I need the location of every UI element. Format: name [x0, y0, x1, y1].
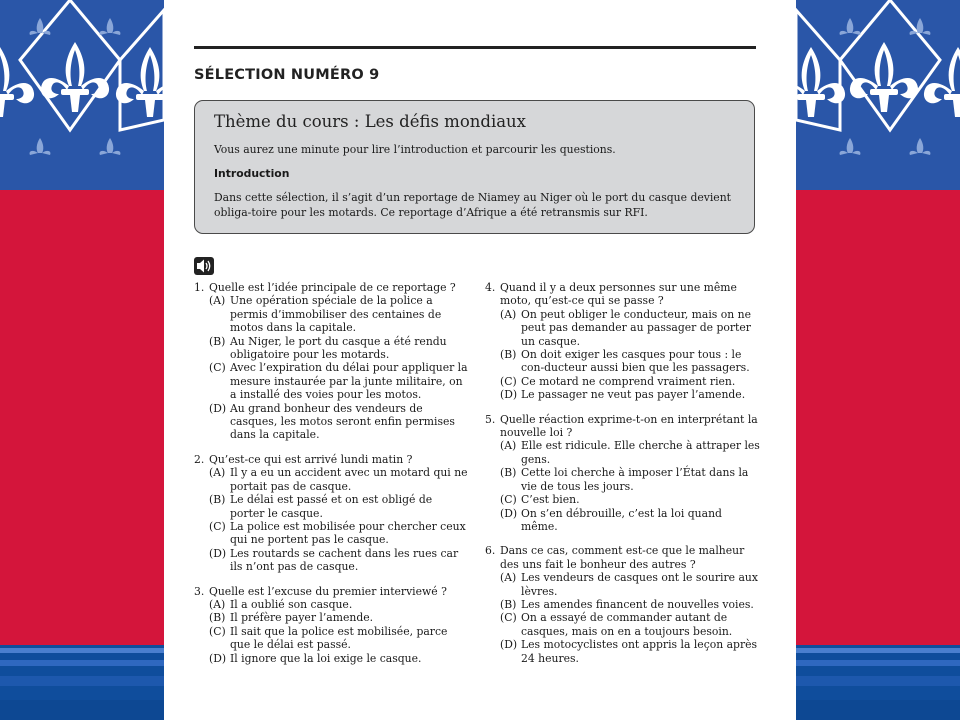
option-letter: (D) — [500, 388, 518, 402]
answer-option[interactable] — [194, 625, 469, 652]
answer-option[interactable] — [194, 335, 469, 362]
right-decor-panel — [796, 0, 960, 720]
option-text: Les vendeurs de casques ont le sourire aux lèvres. — [521, 571, 758, 598]
selection-title: SÉLECTION NUMÉRO 9 — [194, 67, 380, 83]
question-number: 3. — [194, 584, 205, 598]
answer-option[interactable] — [485, 375, 760, 388]
option-letter: (C) — [500, 374, 517, 388]
answer-option[interactable] — [194, 547, 469, 574]
question-number: 5. — [485, 412, 496, 426]
answer-option[interactable] — [485, 466, 760, 493]
option-letter: (C) — [209, 361, 226, 375]
option-text: On peut obliger le conducteur, mais on ne peut pas demander au passager de porter un casque. — [521, 307, 752, 348]
question-number: 1. — [194, 281, 205, 294]
answer-option[interactable] — [485, 638, 760, 665]
answer-option[interactable] — [194, 598, 469, 611]
option-text: Cette loi cherche à imposer l’État dans la vie de tous les jours. — [521, 466, 749, 493]
questions-column-right — [485, 281, 760, 676]
question-text: Quelle réaction exprime-t-on en interprétant la nouvelle loi ? — [500, 412, 758, 440]
question-text: Dans ce cas, comment est-ce que le malheur des uns fait le bonheur des autres ? — [500, 544, 745, 571]
answer-option[interactable] — [485, 348, 760, 375]
question-text: Qu’est-ce qui est arrivé lundi matin ? — [209, 452, 413, 466]
option-letter: (D) — [209, 546, 227, 560]
option-text: Les amendes financent de nouvelles voies. — [521, 597, 754, 611]
option-text: Une opération spéciale de la police a permis d’immobiliser des centaines de motos dans la capitale. — [230, 294, 442, 335]
speaker-icon[interactable] — [194, 257, 214, 275]
option-letter: (B) — [209, 493, 226, 507]
option-text: Au Niger, le port du casque a été rendu obligatoire pour les motards. — [230, 334, 447, 362]
option-text: La police est mobilisée pour chercher ceux qui ne portent pas le casque. — [230, 519, 466, 547]
intro-heading: Introduction — [214, 167, 290, 180]
option-text: Il ignore que la loi exige le casque. — [230, 651, 422, 665]
option-letter: (A) — [500, 439, 517, 453]
option-letter: (A) — [209, 597, 226, 611]
question-number: 6. — [485, 544, 496, 558]
option-text: Les motocyclistes ont appris la leçon après 24 heures. — [521, 638, 758, 665]
answer-option[interactable] — [485, 308, 760, 348]
question-text: Quand il y a deux personnes sur une même moto, qu’est-ce qui se passe ? — [500, 281, 737, 308]
option-letter: (D) — [500, 506, 518, 520]
left-decor-panel — [0, 0, 164, 720]
option-letter: (D) — [500, 638, 518, 652]
option-text: Ce motard ne comprend vraiment rien. — [521, 374, 736, 388]
fleur-de-lis-pattern — [796, 0, 960, 720]
answer-option[interactable] — [485, 507, 760, 534]
fleur-de-lis-icon — [796, 0, 960, 155]
answer-option[interactable] — [485, 388, 760, 401]
option-text: Il sait que la police est mobilisée, parce que le délai est passé. — [230, 624, 448, 652]
answer-option[interactable] — [485, 598, 760, 611]
option-text: On a essayé de commander autant de casques, mais on en a toujours besoin. — [521, 611, 733, 638]
option-text: On doit exiger les casques pour tous : le con-ducteur aussi bien que les passagers. — [521, 348, 750, 375]
top-rule — [194, 46, 756, 49]
question-5 — [485, 413, 760, 534]
answer-option[interactable] — [194, 520, 469, 547]
option-text: Il y a eu un accident avec un motard qui ne portait pas de casque. — [230, 466, 468, 493]
option-letter: (A) — [209, 466, 226, 480]
exam-page — [164, 0, 796, 720]
answer-option[interactable] — [485, 571, 760, 598]
option-letter: (B) — [500, 348, 517, 362]
question-2 — [194, 453, 469, 574]
option-text: Elle est ridicule. Elle cherche à attraper les gens. — [521, 439, 760, 466]
option-text: Avec l’expiration du délai pour appliquer la mesure instaurée par la junte militaire, on a installé des voies pour les motos. — [230, 361, 468, 402]
option-text: Il préfère payer l’amende. — [230, 611, 374, 625]
option-text: Il a oublié son casque. — [230, 597, 353, 611]
answer-option[interactable] — [194, 652, 469, 665]
option-letter: (B) — [209, 611, 226, 625]
option-letter: (D) — [209, 651, 227, 665]
question-number: 4. — [485, 281, 496, 294]
answer-option[interactable] — [194, 402, 469, 442]
question-4 — [485, 281, 760, 402]
answer-option[interactable] — [485, 493, 760, 506]
answer-option[interactable] — [194, 493, 469, 520]
question-text: Quelle est l’excuse du premier interviewé ? — [209, 584, 447, 598]
option-text: Le délai est passé et on est obligé de porter le casque. — [230, 493, 433, 520]
option-text: Le passager ne veut pas payer l’amende. — [521, 388, 746, 402]
fleur-de-lis-icon — [0, 0, 164, 155]
instruction-text: Vous aurez une minute pour lire l’introduction et parcourir les questions. — [214, 143, 616, 156]
option-letter: (B) — [209, 334, 226, 348]
question-6 — [485, 544, 760, 665]
option-letter: (A) — [500, 571, 517, 585]
option-text: C’est bien. — [521, 493, 580, 507]
intro-box — [194, 100, 755, 234]
option-letter: (A) — [500, 307, 517, 321]
option-letter: (B) — [500, 466, 517, 480]
answer-option[interactable] — [194, 466, 469, 493]
fleur-de-lis-pattern — [0, 0, 164, 720]
course-theme: Thème du cours : Les défis mondiaux — [214, 112, 526, 131]
answer-option[interactable] — [485, 611, 760, 638]
option-letter: (C) — [209, 624, 226, 638]
option-letter: (C) — [500, 493, 517, 507]
answer-option[interactable] — [194, 611, 469, 624]
option-text: Les routards se cachent dans les rues car ils n’ont pas de casque. — [230, 546, 459, 574]
answer-option[interactable] — [194, 294, 469, 334]
option-letter: (A) — [209, 294, 226, 308]
option-text: Au grand bonheur des vendeurs de casques, les motos seront enfin permises dans la capitale. — [230, 401, 455, 442]
question-number: 2. — [194, 452, 205, 466]
intro-text: Dans cette sélection, il s’agit d’un reportage de Niamey au Niger où le port du casque devient obliga-toire pour les motards. Ce reportage d’Afrique a été retransmis sur RFI. — [214, 191, 731, 219]
question-text: Quelle est l’idée principale de ce reportage ? — [209, 281, 456, 294]
question-1 — [194, 281, 469, 442]
option-letter: (B) — [500, 597, 517, 611]
option-letter: (D) — [209, 401, 227, 415]
option-text: On s’en débrouille, c’est la loi quand même. — [521, 506, 722, 533]
option-letter: (C) — [209, 519, 226, 533]
answer-option[interactable] — [194, 361, 469, 401]
option-letter: (C) — [500, 611, 517, 625]
questions-column-left — [194, 281, 469, 676]
question-3 — [194, 585, 469, 665]
answer-option[interactable] — [485, 439, 760, 466]
